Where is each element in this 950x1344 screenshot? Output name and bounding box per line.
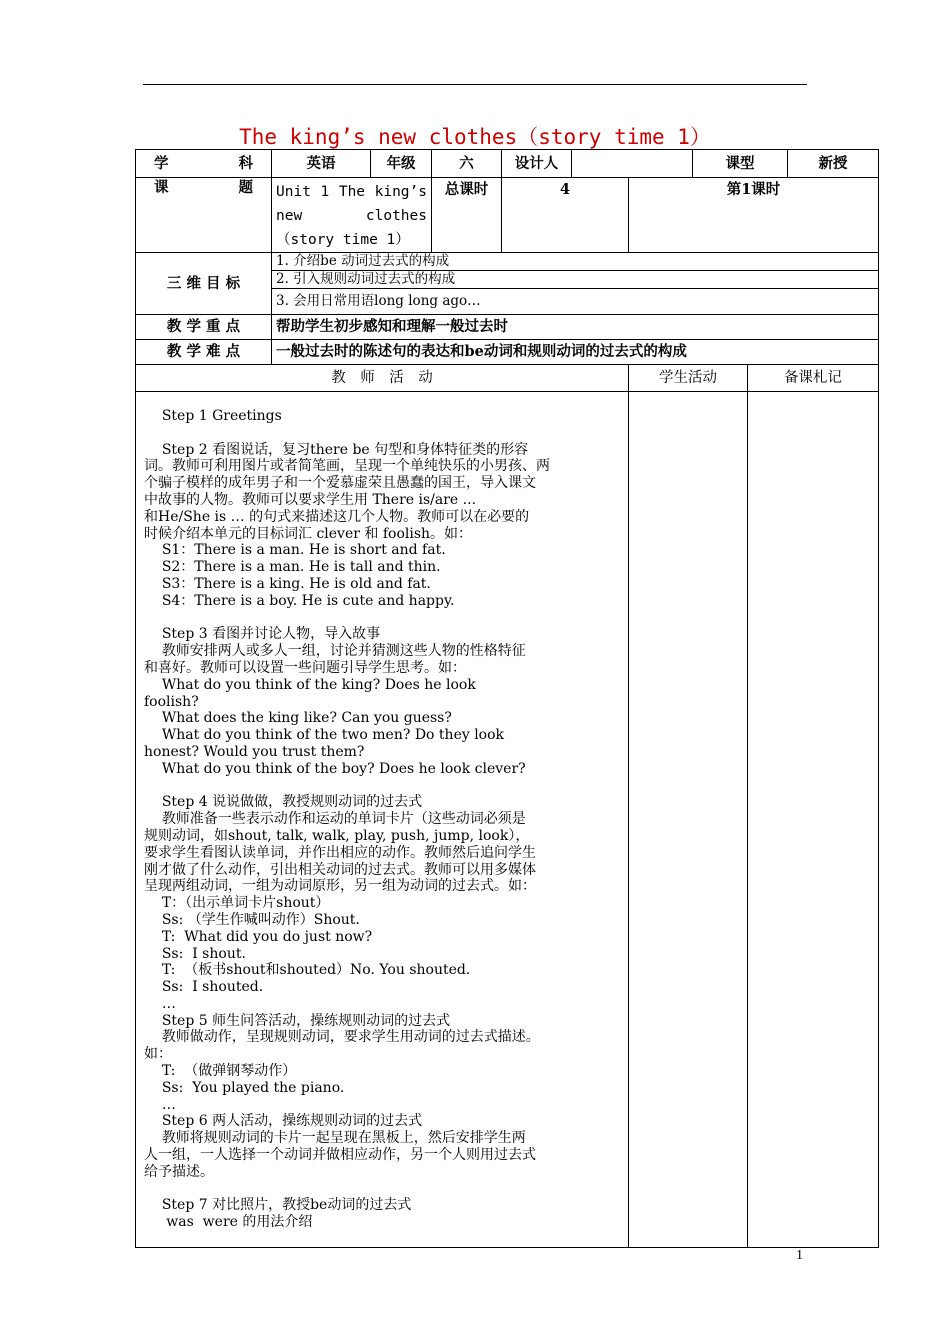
step-line: Step 1 Greetings xyxy=(144,408,282,424)
topic-label: 课 题 xyxy=(136,178,272,253)
step-line: 教师安排两人或多人一组，讨论并猜测这些人物的性格特征 xyxy=(144,643,526,660)
step-line: 词。教师可利用图片或者简笔画，呈现一个单纯快乐的小男孩、两 xyxy=(144,458,550,475)
step-line: Step 4 说说做做，教授规则动词的过去式 xyxy=(144,794,423,811)
current-period: 第1课时 xyxy=(629,178,879,253)
goal-item: 3. 会用日常用语long long ago… xyxy=(276,293,481,309)
teaching-steps xyxy=(144,408,620,1231)
designer-value xyxy=(572,150,693,178)
student-activity-header: 学生活动 xyxy=(629,365,748,392)
subject-value: 英语 xyxy=(272,150,371,178)
step-line: … xyxy=(144,1096,176,1113)
step-line: 规则动词，如shout, talk, walk, play, push, jump, look）， xyxy=(144,827,530,844)
step-line: 要求学生看图认读单词，并作出相应的动作。教师然后追问学生 xyxy=(144,844,536,861)
lesson-plan-table xyxy=(135,149,879,1248)
step-line xyxy=(144,778,620,795)
lesson-type-value: 新授 xyxy=(788,150,879,178)
key-point-value: 帮助学生初步感知和理解一般过去时 xyxy=(272,315,879,340)
step-line: Ss: You played the piano. xyxy=(144,1079,345,1096)
step-line: Step 3 看图并讨论人物，导入故事 xyxy=(144,626,381,643)
step-line: What do you think of the king? Does he look xyxy=(144,676,476,693)
step-line: What does the king like? Can you guess? xyxy=(144,710,452,727)
header-rule xyxy=(143,84,807,85)
grade-label: 年级 xyxy=(371,150,432,178)
step-line: Step 7 对比照片，教授be动词的过去式 xyxy=(144,1197,412,1214)
step-line: Step 2 看图说话，复习there be 句型和身体特征类的形容 xyxy=(144,441,529,458)
notes-header: 备课札记 xyxy=(748,365,879,392)
page-number: 1 xyxy=(796,1248,803,1263)
step-line: was were 的用法介绍 xyxy=(144,1214,313,1231)
step-line: S2：There is a man. He is tall and thin. xyxy=(144,559,441,576)
teacher-activity-header: 教 师 活 动 xyxy=(136,365,629,392)
step-line: T：（出示单词卡片shout） xyxy=(144,895,330,912)
step-line: S3：There is a king. He is old and fat. xyxy=(144,575,431,592)
step-line: What do you think of the boy? Does he look clever? xyxy=(144,760,526,777)
student-activity-cell xyxy=(629,392,748,1248)
difficulty-value: 一般过去时的陈述句的表达和be动词和规则动词的过去式的构成 xyxy=(272,340,879,365)
step-line: … xyxy=(144,995,176,1012)
step-line: 教师准备一些表示动作和运动的单词卡片（这些动词必须是 xyxy=(144,811,526,828)
step-line: T: What did you do just now? xyxy=(144,928,373,945)
step-line: Step 5 师生问答活动，操练规则动词的过去式 xyxy=(144,1012,451,1029)
step-line: Ss: I shout. xyxy=(144,945,246,962)
step-line: T: （做弹钢琴动作） xyxy=(144,1063,297,1080)
step-line: 中故事的人物。教师可以要求学生用 There is/are ... xyxy=(144,491,477,508)
total-periods-label: 总课时 xyxy=(432,178,502,253)
step-line: 个骗子模样的成年男子和一个爱慕虚荣且愚蠢的国王，导入课文 xyxy=(144,475,536,492)
step-line: foolish? xyxy=(144,693,199,710)
step-line: Step 6 两人活动，操练规则动词的过去式 xyxy=(144,1113,423,1130)
subject-label: 学 科 xyxy=(136,150,272,178)
notes-cell xyxy=(748,392,879,1248)
step-line: T: （板书shout和shouted）No. You shouted. xyxy=(144,962,471,979)
lesson-type-label: 课型 xyxy=(693,150,788,178)
topic-value: Unit 1 The king’s new clothes（story time 1） xyxy=(272,178,432,253)
step-line: 和He/She is … 的句式来描述这几个人物。教师可以在必要的 xyxy=(144,508,530,525)
step-line: S4：There is a boy. He is cute and happy. xyxy=(144,592,455,609)
teacher-activity-cell xyxy=(136,392,629,1248)
goals-label: 三 维 目 标 xyxy=(136,253,272,315)
step-line: 呈现两组动词，一组为动词原形，另一组为动词的过去式。如： xyxy=(144,878,536,895)
step-line: honest? Would you trust them? xyxy=(144,743,365,760)
step-line: Ss: （学生作喊叫动作）Shout. xyxy=(144,911,360,928)
step-line: 和喜好。教师可以设置一些问题引导学生思考。如： xyxy=(144,659,466,676)
step-line: 如： xyxy=(144,1046,172,1063)
step-line: 时候介绍本单元的目标词汇 clever 和 foolish。如： xyxy=(144,525,473,542)
step-line xyxy=(144,1181,620,1198)
step-line: 教师做动作，呈现规则动词，要求学生用动词的过去式描述。 xyxy=(144,1029,540,1046)
step-line: S1：There is a man. He is short and fat. xyxy=(144,542,446,559)
goals-list xyxy=(272,253,879,315)
document-title: The king’s new clothes（story time 1） xyxy=(239,125,711,149)
designer-label: 设计人 xyxy=(502,150,572,178)
difficulty-label: 教 学 难 点 xyxy=(136,340,272,365)
step-line: Ss: I shouted. xyxy=(144,979,264,996)
step-line: 人一组，一人选择一个动词并做相应动作，另一个人则用过去式 xyxy=(144,1147,536,1164)
grade-value: 六 xyxy=(432,150,502,178)
step-line: 教师将规则动词的卡片一起呈现在黑板上，然后安排学生两 xyxy=(144,1130,526,1147)
goal-item: 2. 引入规则动词过去式的构成 xyxy=(272,271,878,289)
key-point-label: 教 学 重 点 xyxy=(136,315,272,340)
step-line: What do you think of the two men? Do they look xyxy=(144,727,505,744)
step-line xyxy=(144,610,620,627)
step-line: 刚才做了什么动作，引出相关动词的过去式。教师可以用多媒体 xyxy=(144,861,536,878)
step-line xyxy=(144,425,620,442)
total-periods-value: 4 xyxy=(502,178,629,253)
goal-item: 1. 介绍be 动词过去式的构成 xyxy=(272,253,878,271)
step-line: 给予描述。 xyxy=(144,1163,214,1180)
